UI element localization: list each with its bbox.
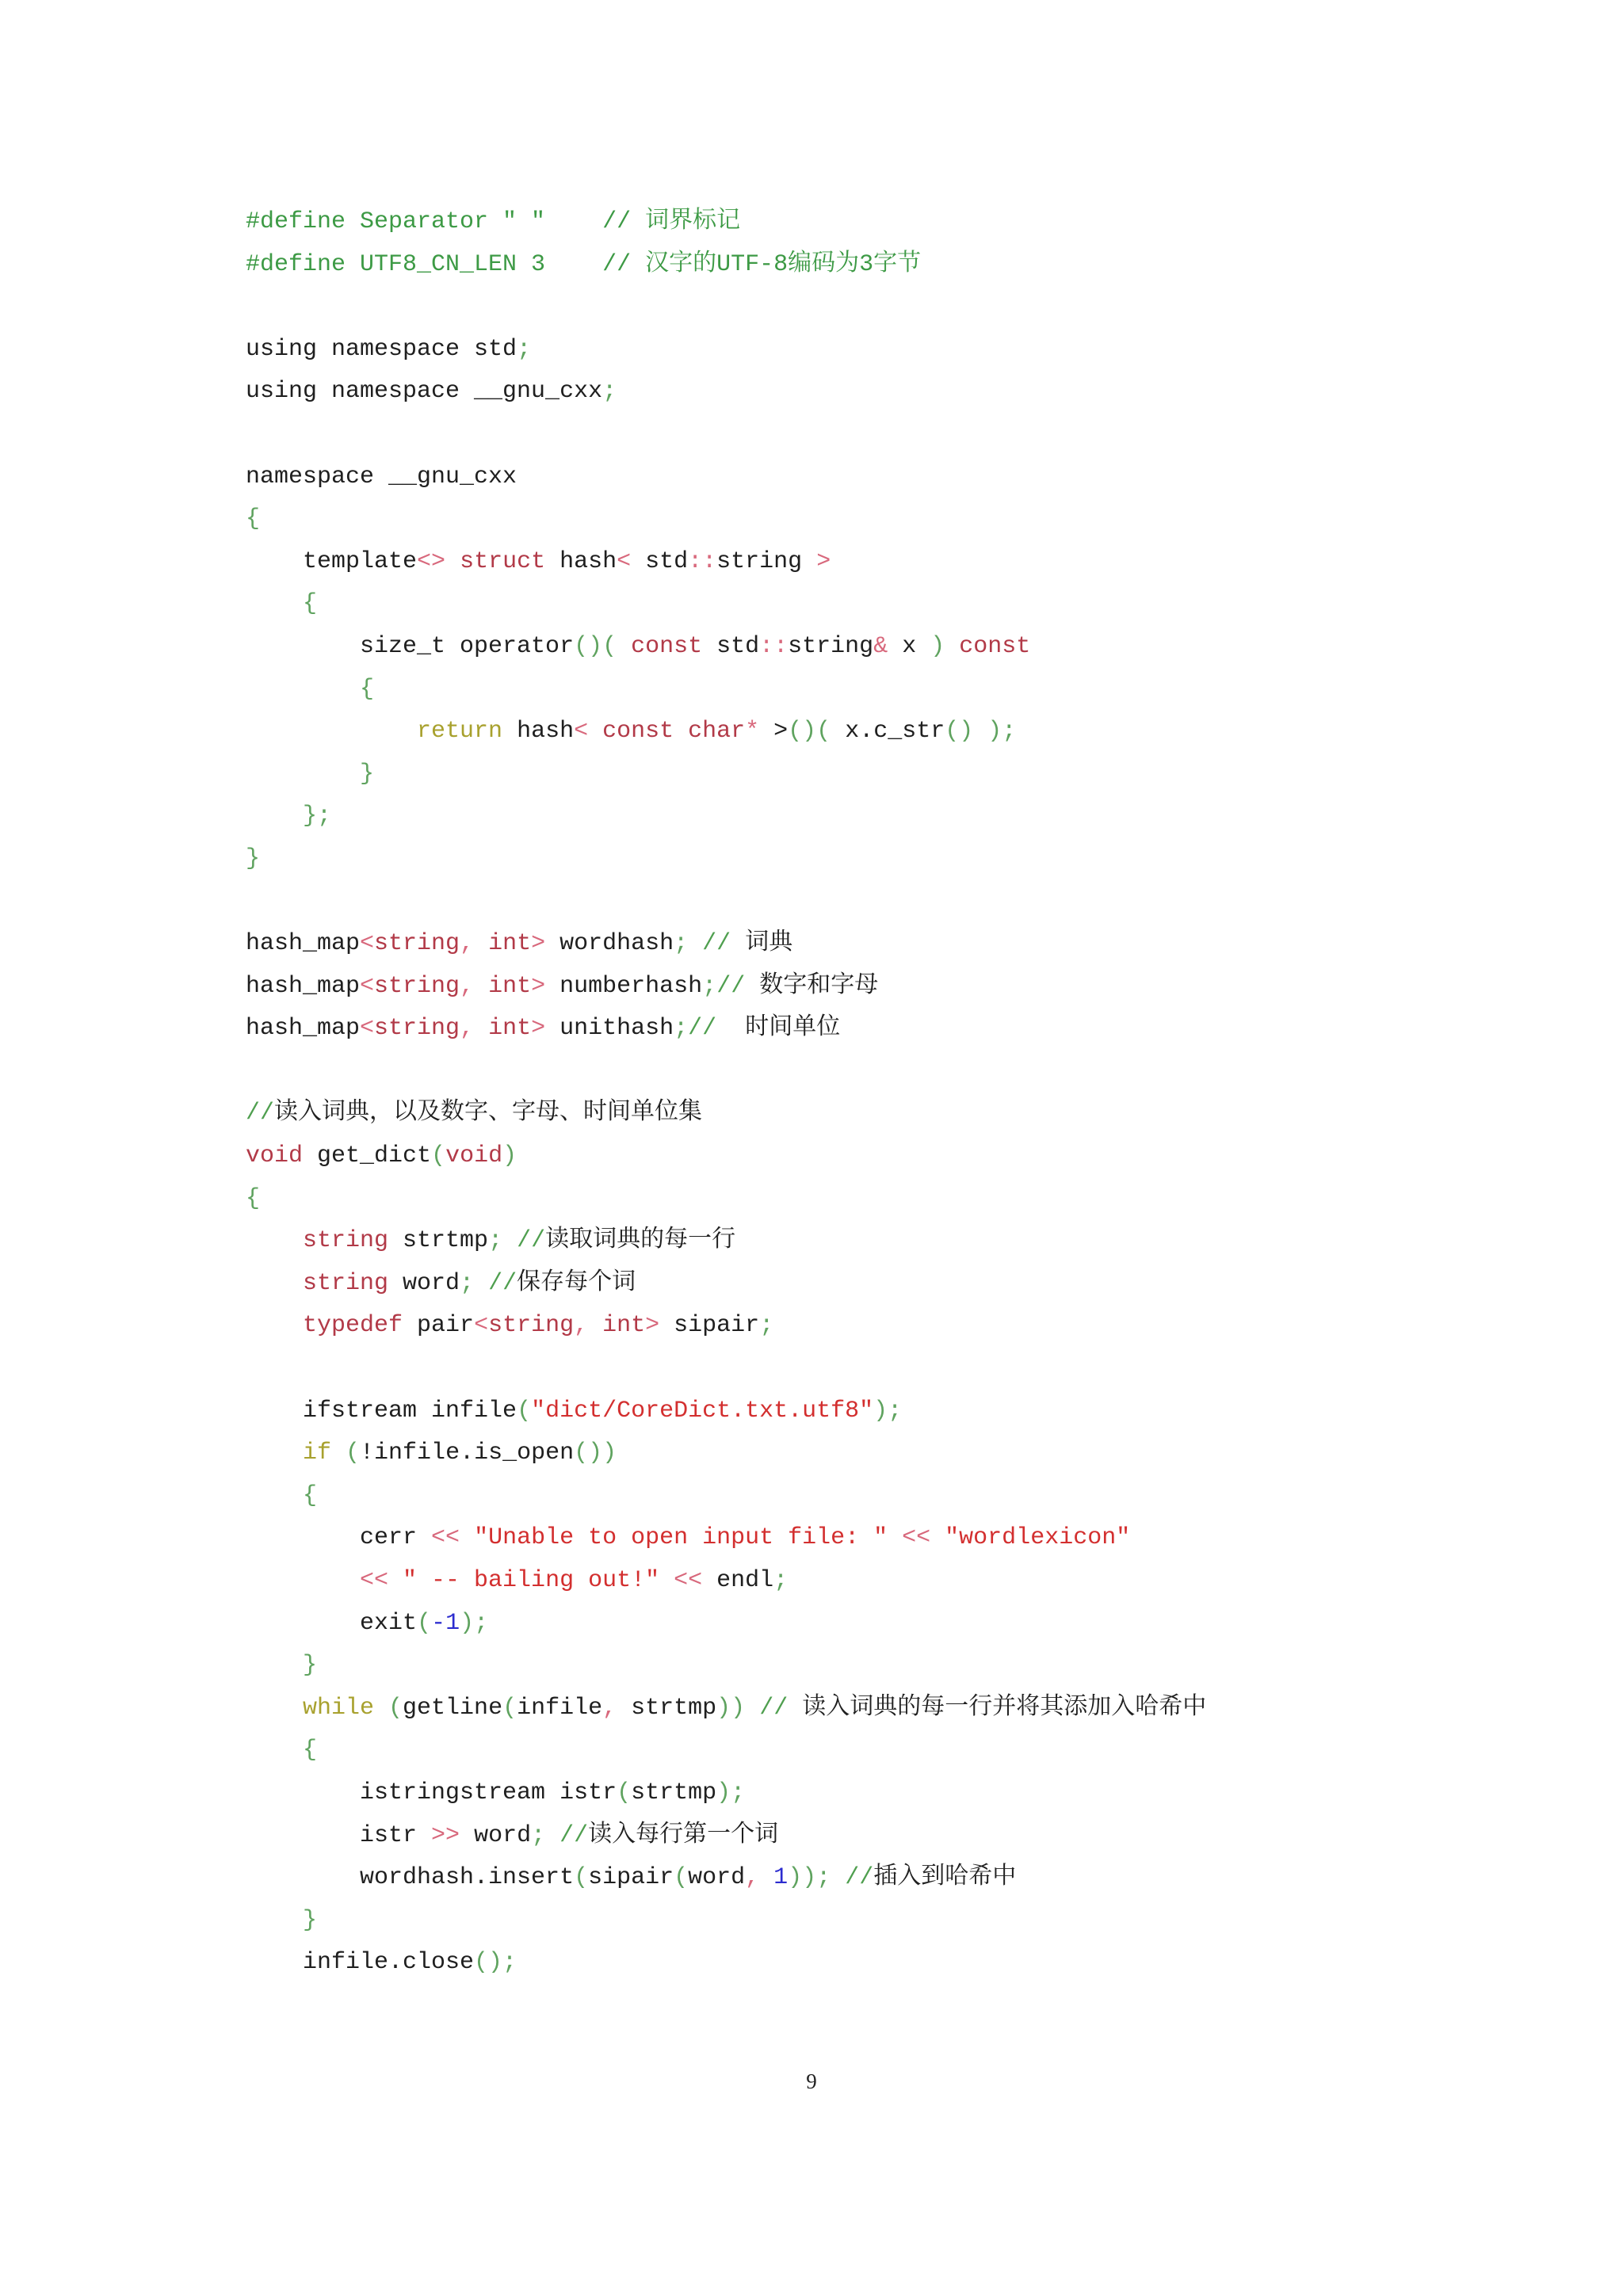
punctuation-token: ( xyxy=(674,1864,689,1892)
punctuation-token: } xyxy=(246,1906,318,1934)
plain-token: numberhash xyxy=(545,972,703,1000)
plain-token: std xyxy=(631,547,689,575)
plain-token: istringstream istr xyxy=(246,1779,617,1806)
punctuation-token: ; xyxy=(674,930,689,958)
punctuation-token: ); xyxy=(973,718,1017,746)
code-line xyxy=(246,669,1593,711)
plain-token: hash_map xyxy=(246,930,361,958)
code-line xyxy=(246,1688,1593,1730)
punctuation-token: ; xyxy=(488,1227,503,1255)
operator-token: < xyxy=(360,930,375,958)
code-line xyxy=(246,1432,1593,1475)
plain-token: sipair xyxy=(588,1864,674,1892)
string-literal-token: " -- bailing out!" xyxy=(388,1567,660,1594)
plain-token: 数字和字母 xyxy=(745,972,879,1000)
keyword-token: const xyxy=(945,632,1031,660)
code-line xyxy=(246,1517,1593,1560)
plain-token: ifstream infile xyxy=(246,1397,517,1425)
code-line xyxy=(246,966,1593,1009)
punctuation-token: ; xyxy=(674,1015,689,1043)
plain-token: getline xyxy=(403,1694,503,1722)
keyword-token: struct xyxy=(445,547,546,575)
blank-line xyxy=(246,1348,1593,1390)
plain-token: strtmp xyxy=(388,1227,489,1255)
code-line xyxy=(246,583,1593,626)
plain-token: exit xyxy=(246,1609,418,1637)
punctuation-token: )) xyxy=(716,1694,746,1722)
keyword-token: const char xyxy=(588,718,746,746)
plain-token: namespace __gnu_cxx xyxy=(246,463,517,490)
operator-token: << xyxy=(659,1567,703,1594)
punctuation-token: ( xyxy=(417,1609,432,1637)
operator-token: * xyxy=(745,718,760,746)
code-line xyxy=(246,626,1593,669)
plain-token: cerr xyxy=(246,1524,432,1552)
plain-token: infile xyxy=(517,1694,603,1722)
code-line xyxy=(246,498,1593,541)
control-keyword-token: if xyxy=(246,1440,332,1467)
punctuation-token: ) xyxy=(502,1142,517,1170)
plain-token: wordhash xyxy=(545,930,674,958)
plain-token: sipair xyxy=(659,1312,760,1340)
operator-token: > xyxy=(645,1312,660,1340)
code-line xyxy=(246,456,1593,499)
keyword-token: string xyxy=(246,1269,389,1297)
operator-token: , xyxy=(602,1694,617,1722)
comment-token: // xyxy=(246,1100,275,1127)
code-line xyxy=(246,371,1593,414)
number-literal-token: 1 xyxy=(759,1864,789,1892)
keyword-token: int xyxy=(474,1015,532,1043)
code-line xyxy=(246,541,1593,584)
punctuation-token: } xyxy=(246,760,375,788)
plain-token: hash_map xyxy=(246,972,361,1000)
keyword-token: string xyxy=(374,972,460,1000)
plain-token: istr xyxy=(246,1821,432,1849)
punctuation-token: ()( xyxy=(574,632,617,660)
control-keyword-token: while xyxy=(246,1694,375,1722)
operator-token: <> xyxy=(417,547,446,575)
comment-token: // xyxy=(502,1227,546,1255)
operator-token: << xyxy=(246,1567,389,1594)
punctuation-token: )); xyxy=(788,1864,831,1892)
plain-token: unithash xyxy=(545,1015,674,1043)
plain-token: strtmp xyxy=(631,1779,717,1806)
code-line xyxy=(246,1560,1593,1603)
operator-token: << xyxy=(888,1524,931,1552)
punctuation-token: ); xyxy=(460,1609,489,1637)
preprocessor-token: #define Separator " " xyxy=(246,208,546,235)
punctuation-token: { xyxy=(246,675,375,703)
operator-token: > xyxy=(531,930,546,958)
control-keyword-token: return xyxy=(246,718,503,746)
comment-token: // xyxy=(745,1694,789,1722)
comment-token: // xyxy=(545,1821,589,1849)
operator-token: > xyxy=(531,1015,546,1043)
operator-token: < xyxy=(360,972,375,1000)
code-line xyxy=(246,1475,1593,1518)
keyword-token: string xyxy=(374,1015,460,1043)
punctuation-token: }; xyxy=(246,803,332,830)
blank-line xyxy=(246,286,1593,329)
plain-token: using namespace std xyxy=(246,335,517,363)
plain-token: std xyxy=(702,632,760,660)
plain-token: hash xyxy=(502,718,575,746)
code-line xyxy=(246,1857,1593,1900)
punctuation-token: ; xyxy=(602,378,617,406)
punctuation-token: ( xyxy=(617,1779,632,1806)
punctuation-token: ( xyxy=(331,1440,361,1467)
operator-token: < xyxy=(474,1312,489,1340)
operator-token: >> xyxy=(431,1821,460,1849)
preprocessor-token: // 汉字的UTF-8编码为3字节 xyxy=(545,250,922,278)
plain-token: 时间单位 xyxy=(716,1015,841,1043)
keyword-token: int xyxy=(588,1312,646,1340)
comment-token: // xyxy=(688,930,731,958)
number-literal-token: -1 xyxy=(431,1609,460,1637)
keyword-token: const xyxy=(617,632,703,660)
code-line xyxy=(246,795,1593,838)
code-listing xyxy=(246,201,1593,1985)
punctuation-token: ()( xyxy=(788,718,831,746)
code-line xyxy=(246,711,1593,753)
code-line xyxy=(246,1178,1593,1221)
punctuation-token: ( xyxy=(374,1694,403,1722)
plain-token: word xyxy=(460,1821,532,1849)
punctuation-token: { xyxy=(246,1737,318,1764)
blank-line xyxy=(246,881,1593,924)
punctuation-token: ; xyxy=(531,1821,546,1849)
page-number: 9 xyxy=(806,2069,817,2093)
plain-token: 读入每行第一个词 xyxy=(588,1821,779,1849)
code-line xyxy=(246,753,1593,796)
code-line xyxy=(246,1730,1593,1772)
keyword-token: void xyxy=(445,1142,503,1170)
plain-token: 读取词典的每一行 xyxy=(545,1227,736,1255)
plain-token: using namespace __gnu_cxx xyxy=(246,378,603,406)
punctuation-token: { xyxy=(246,1482,318,1509)
code-line xyxy=(246,1942,1593,1985)
operator-token: , xyxy=(460,930,475,958)
plain-token: hash xyxy=(545,547,617,575)
comment-token: // xyxy=(716,972,746,1000)
operator-token: < xyxy=(617,547,632,575)
plain-token: 读入词典的每一行并将其添加入哈希中 xyxy=(788,1694,1207,1722)
punctuation-token: ( xyxy=(574,1864,589,1892)
comment-token: // xyxy=(474,1269,517,1297)
comment-token: // xyxy=(831,1864,874,1892)
preprocessor-token: // 词界标记 xyxy=(545,208,741,235)
blank-line xyxy=(246,414,1593,456)
blank-line xyxy=(246,1051,1593,1093)
punctuation-token: { xyxy=(246,1184,261,1212)
code-line xyxy=(246,1772,1593,1815)
plain-token: strtmp xyxy=(617,1694,717,1722)
operator-token: & xyxy=(873,632,888,660)
plain-token: hash_map xyxy=(246,1015,361,1043)
operator-token: :: xyxy=(688,547,717,575)
code-line xyxy=(246,1390,1593,1433)
punctuation-token: ( xyxy=(517,1397,532,1425)
plain-token: infile.close xyxy=(246,1949,475,1977)
plain-token: 保存每个词 xyxy=(517,1269,636,1297)
punctuation-token: ( xyxy=(431,1142,446,1170)
punctuation-token: } xyxy=(246,1652,318,1680)
code-line xyxy=(246,923,1593,966)
keyword-token: void xyxy=(246,1142,304,1170)
keyword-token: int xyxy=(474,930,532,958)
code-line xyxy=(246,1603,1593,1646)
punctuation-token: ; xyxy=(702,972,717,1000)
keyword-token: string xyxy=(374,930,460,958)
plain-token: !infile.is_open xyxy=(360,1440,575,1467)
punctuation-token: ); xyxy=(873,1397,903,1425)
operator-token: , xyxy=(460,1015,475,1043)
operator-token: << xyxy=(431,1524,460,1552)
operator-token: > xyxy=(816,547,831,575)
code-line xyxy=(246,1135,1593,1178)
code-line xyxy=(246,1220,1593,1263)
plain-token: string xyxy=(716,547,817,575)
code-line xyxy=(246,201,1593,244)
plain-token: word xyxy=(688,1864,746,1892)
operator-token: < xyxy=(360,1015,375,1043)
keyword-token: int xyxy=(474,972,532,1000)
punctuation-token: { xyxy=(246,505,261,533)
operator-token: < xyxy=(574,718,589,746)
plain-token: wordhash.insert xyxy=(246,1864,575,1892)
plain-token: size_t operator xyxy=(246,632,575,660)
plain-token: word xyxy=(388,1269,460,1297)
operator-token: > xyxy=(531,972,546,1000)
punctuation-token: ( xyxy=(502,1694,517,1722)
code-line xyxy=(246,1093,1593,1135)
punctuation-token: ; xyxy=(773,1567,789,1594)
comment-token: // xyxy=(688,1015,717,1043)
punctuation-token: () xyxy=(945,718,974,746)
code-line xyxy=(246,1263,1593,1306)
preprocessor-token: #define UTF8_CN_LEN 3 xyxy=(246,250,546,278)
punctuation-token: ; xyxy=(759,1312,774,1340)
string-literal-token: "wordlexicon" xyxy=(930,1524,1131,1552)
plain-token: 插入到哈希中 xyxy=(873,1864,1017,1892)
code-line xyxy=(246,1900,1593,1943)
punctuation-token: ; xyxy=(460,1269,475,1297)
code-line xyxy=(246,329,1593,372)
punctuation-token: ()) xyxy=(574,1440,617,1467)
punctuation-token: ; xyxy=(517,335,532,363)
plain-token: get_dict xyxy=(303,1142,432,1170)
plain-token: 读入词典，以及数字、字母、时间单位集 xyxy=(274,1100,703,1127)
plain-token: 词典 xyxy=(731,930,793,958)
code-line xyxy=(246,1645,1593,1688)
punctuation-token: (); xyxy=(474,1949,517,1977)
code-line xyxy=(246,244,1593,287)
operator-token: , xyxy=(574,1312,589,1340)
keyword-token: string xyxy=(488,1312,575,1340)
operator-token: :: xyxy=(759,632,789,660)
plain-token: endl xyxy=(702,1567,774,1594)
plain-token: x xyxy=(888,632,931,660)
punctuation-token: ) xyxy=(930,632,945,660)
operator-token: , xyxy=(460,972,475,1000)
keyword-token: string xyxy=(246,1227,389,1255)
keyword-token: typedef xyxy=(246,1312,403,1340)
plain-token: template xyxy=(246,547,418,575)
string-literal-token: "Unable to open input file: " xyxy=(460,1524,888,1552)
code-line xyxy=(246,1008,1593,1051)
code-line xyxy=(246,1815,1593,1858)
punctuation-token: } xyxy=(246,845,261,872)
plain-token: pair xyxy=(403,1312,475,1340)
plain-token: x.c_str xyxy=(831,718,945,746)
punctuation-token: ); xyxy=(716,1779,746,1806)
punctuation-token: { xyxy=(246,590,318,618)
operator-token: , xyxy=(745,1864,760,1892)
string-literal-token: "dict/CoreDict.txt.utf8" xyxy=(531,1397,874,1425)
plain-token: > xyxy=(759,718,789,746)
plain-token: string xyxy=(788,632,874,660)
code-line xyxy=(246,838,1593,881)
code-line xyxy=(246,1305,1593,1348)
